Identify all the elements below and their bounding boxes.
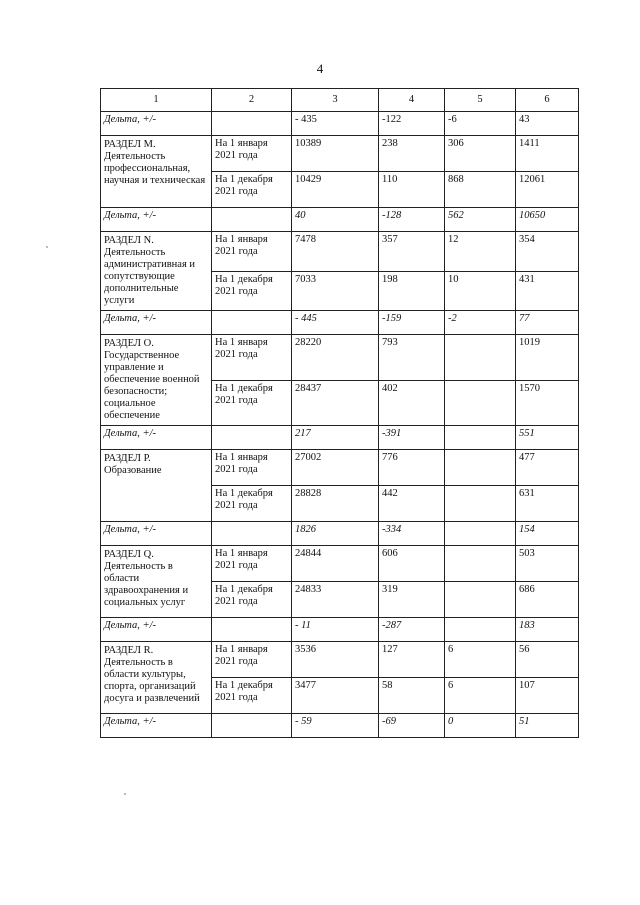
value-cell: 12061 <box>516 172 579 208</box>
column-header: 3 <box>292 89 379 112</box>
empty-cell <box>212 522 292 546</box>
delta-value-cell: 217 <box>292 426 379 450</box>
period-cell: На 1 января 2021 года <box>212 546 292 582</box>
value-cell: 1411 <box>516 136 579 172</box>
delta-value-cell: 40 <box>292 208 379 232</box>
value-cell: 7478 <box>292 232 379 272</box>
empty-cell <box>212 618 292 642</box>
value-cell: 56 <box>516 642 579 678</box>
period-cell: На 1 января 2021 года <box>212 232 292 272</box>
value-cell: 631 <box>516 486 579 522</box>
delta-value-cell: 154 <box>516 522 579 546</box>
value-cell: 28437 <box>292 380 379 426</box>
delta-value-cell: -2 <box>445 311 516 335</box>
value-cell: 107 <box>516 678 579 714</box>
value-cell: 7033 <box>292 271 379 311</box>
table-row <box>101 546 579 582</box>
table-body <box>101 112 579 738</box>
period-cell: На 1 января 2021 года <box>212 450 292 486</box>
table-row <box>101 335 579 381</box>
period-cell: На 1 декабря 2021 года <box>212 172 292 208</box>
value-cell <box>445 450 516 486</box>
section-name-cell: РАЗДЕЛ О. Государственное управление и обеспечение военной безопасности; социальное обеспечение <box>101 335 212 426</box>
column-header: 2 <box>212 89 292 112</box>
period-cell: На 1 января 2021 года <box>212 642 292 678</box>
value-cell: 238 <box>379 136 445 172</box>
delta-row <box>101 522 579 546</box>
period-cell: На 1 декабря 2021 года <box>212 678 292 714</box>
column-header: 6 <box>516 89 579 112</box>
value-cell: 6 <box>445 642 516 678</box>
value-cell: 776 <box>379 450 445 486</box>
value-cell <box>445 582 516 618</box>
value-cell: 6 <box>445 678 516 714</box>
value-cell: 10389 <box>292 136 379 172</box>
page-number: 4 <box>316 61 324 76</box>
delta-value-cell: 1826 <box>292 522 379 546</box>
delta-value-cell: -391 <box>379 426 445 450</box>
table-row <box>101 232 579 272</box>
delta-value-cell: -69 <box>379 714 445 738</box>
delta-value-cell <box>445 522 516 546</box>
value-cell: 477 <box>516 450 579 486</box>
delta-value-cell: 43 <box>516 112 579 136</box>
delta-value-cell: -159 <box>379 311 445 335</box>
empty-cell <box>212 112 292 136</box>
delta-value-cell: - 445 <box>292 311 379 335</box>
period-cell: На 1 января 2021 года <box>212 335 292 381</box>
value-cell <box>445 335 516 381</box>
value-cell: 357 <box>379 232 445 272</box>
delta-value-cell: 77 <box>516 311 579 335</box>
delta-value-cell: 51 <box>516 714 579 738</box>
value-cell: 110 <box>379 172 445 208</box>
delta-row <box>101 618 579 642</box>
delta-label-cell: Дельта, +/- <box>101 714 212 738</box>
value-cell: 1019 <box>516 335 579 381</box>
delta-value-cell: 562 <box>445 208 516 232</box>
table-row <box>101 642 579 678</box>
value-cell: 606 <box>379 546 445 582</box>
scan-speck <box>46 246 48 248</box>
value-cell: 402 <box>379 380 445 426</box>
value-cell: 686 <box>516 582 579 618</box>
column-header: 1 <box>101 89 212 112</box>
delta-row <box>101 208 579 232</box>
section-name-cell: РАЗДЕЛ N. Деятельность административная и сопутствующие дополнительные услуги <box>101 232 212 311</box>
section-name-cell: РАЗДЕЛ М. Деятельность профессиональная, научная и техническая <box>101 136 212 208</box>
period-cell: На 1 декабря 2021 года <box>212 486 292 522</box>
value-cell: 127 <box>379 642 445 678</box>
value-cell <box>445 380 516 426</box>
delta-value-cell <box>445 426 516 450</box>
period-cell: На 1 декабря 2021 года <box>212 582 292 618</box>
delta-value-cell: -6 <box>445 112 516 136</box>
value-cell: 319 <box>379 582 445 618</box>
delta-value-cell: 551 <box>516 426 579 450</box>
value-cell: 431 <box>516 271 579 311</box>
empty-cell <box>212 311 292 335</box>
delta-value-cell <box>445 618 516 642</box>
delta-value-cell: - 59 <box>292 714 379 738</box>
delta-label-cell: Дельта, +/- <box>101 311 212 335</box>
empty-cell <box>212 208 292 232</box>
value-cell: 28220 <box>292 335 379 381</box>
delta-value-cell: -122 <box>379 112 445 136</box>
delta-label-cell: Дельта, +/- <box>101 426 212 450</box>
delta-value-cell: 10650 <box>516 208 579 232</box>
table-row <box>101 450 579 486</box>
table-header-row <box>101 89 579 112</box>
table-row <box>101 136 579 172</box>
empty-cell <box>212 426 292 450</box>
value-cell: 24833 <box>292 582 379 618</box>
value-cell <box>445 546 516 582</box>
delta-value-cell: - 435 <box>292 112 379 136</box>
period-cell: На 1 декабря 2021 года <box>212 380 292 426</box>
value-cell: 868 <box>445 172 516 208</box>
empty-cell <box>212 714 292 738</box>
delta-row <box>101 112 579 136</box>
value-cell: 10 <box>445 271 516 311</box>
value-cell: 354 <box>516 232 579 272</box>
value-cell: 3536 <box>292 642 379 678</box>
value-cell: 24844 <box>292 546 379 582</box>
column-header: 4 <box>379 89 445 112</box>
delta-value-cell: 183 <box>516 618 579 642</box>
period-cell: На 1 января 2021 года <box>212 136 292 172</box>
delta-row <box>101 311 579 335</box>
section-name-cell: РАЗДЕЛ Р. Образование <box>101 450 212 522</box>
value-cell: 306 <box>445 136 516 172</box>
value-cell: 58 <box>379 678 445 714</box>
value-cell <box>445 486 516 522</box>
column-header: 5 <box>445 89 516 112</box>
period-cell: На 1 декабря 2021 года <box>212 271 292 311</box>
scan-speck <box>124 793 126 795</box>
value-cell: 28828 <box>292 486 379 522</box>
value-cell: 442 <box>379 486 445 522</box>
delta-label-cell: Дельта, +/- <box>101 618 212 642</box>
delta-value-cell: -128 <box>379 208 445 232</box>
section-name-cell: РАЗДЕЛ Q. Деятельность в области здравоохранения и социальных услуг <box>101 546 212 618</box>
delta-row <box>101 426 579 450</box>
delta-label-cell: Дельта, +/- <box>101 522 212 546</box>
value-cell: 10429 <box>292 172 379 208</box>
value-cell: 12 <box>445 232 516 272</box>
delta-value-cell: -334 <box>379 522 445 546</box>
section-name-cell: РАЗДЕЛ R. Деятельность в области культуры, спорта, организаций досуга и развлечений <box>101 642 212 714</box>
delta-value-cell: 0 <box>445 714 516 738</box>
delta-row <box>101 714 579 738</box>
delta-value-cell: - 11 <box>292 618 379 642</box>
value-cell: 1570 <box>516 380 579 426</box>
value-cell: 198 <box>379 271 445 311</box>
delta-label-cell: Дельта, +/- <box>101 208 212 232</box>
value-cell: 503 <box>516 546 579 582</box>
value-cell: 3477 <box>292 678 379 714</box>
statistics-table <box>100 88 579 738</box>
delta-label-cell: Дельта, +/- <box>101 112 212 136</box>
value-cell: 27002 <box>292 450 379 486</box>
value-cell: 793 <box>379 335 445 381</box>
delta-value-cell: -287 <box>379 618 445 642</box>
